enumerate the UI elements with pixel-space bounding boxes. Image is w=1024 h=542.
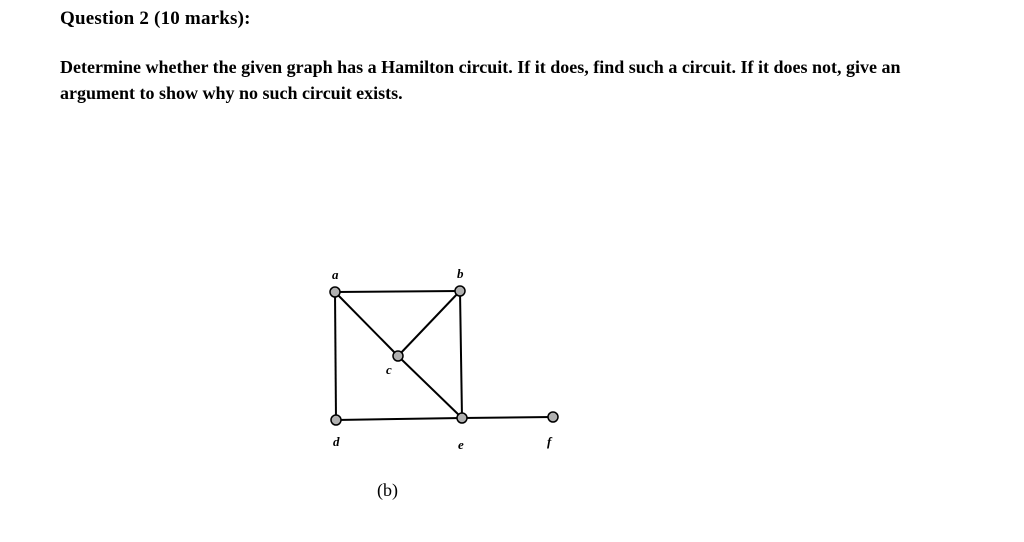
question-heading: Question 2 (10 marks): <box>60 8 251 29</box>
vertex-c <box>393 351 403 361</box>
figure-caption: (b) <box>377 480 398 500</box>
vertex-label-d: d <box>333 434 340 449</box>
vertex-e <box>457 413 467 423</box>
question-line-2: argument to show why no such circuit exists. <box>60 83 403 103</box>
vertex-label-b: b <box>457 266 464 281</box>
edge-d-e <box>336 418 462 420</box>
edge-c-b <box>398 291 460 356</box>
vertex-label-e: e <box>458 437 464 452</box>
vertex-d <box>331 415 341 425</box>
edge-a-c <box>335 292 398 356</box>
edge-a-d <box>335 292 336 420</box>
vertex-b <box>455 286 465 296</box>
vertex-f <box>548 412 558 422</box>
vertex-label-f: f <box>547 434 552 449</box>
vertex-label-c: c <box>386 362 392 377</box>
edge-b-e <box>460 291 462 418</box>
edge-c-e <box>398 356 462 418</box>
question-line-1: Determine whether the given graph has a Hamilton circuit. If it does, find such a circuit. If it does not, give an <box>60 57 901 77</box>
edge-a-b <box>335 291 460 292</box>
edge-e-f <box>462 417 553 418</box>
vertex-label-a: a <box>332 267 339 282</box>
vertex-a <box>330 287 340 297</box>
graph-edges <box>335 291 553 420</box>
